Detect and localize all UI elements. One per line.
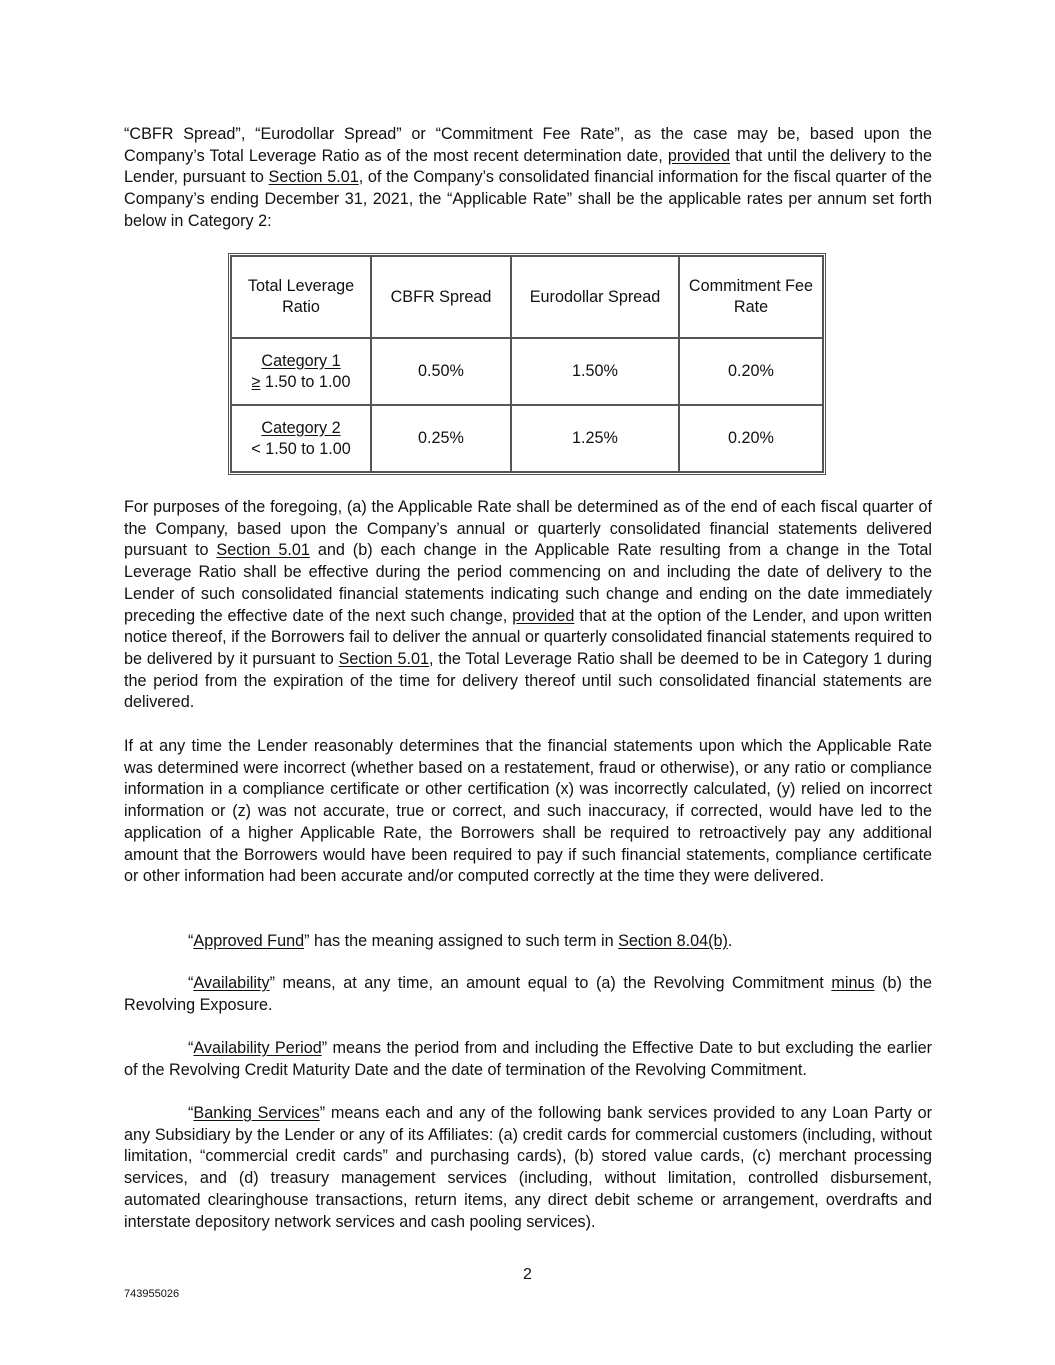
fee-cell: 0.20% [679,338,823,405]
definition-approved-fund [124,931,932,953]
fee-cell: 0.20% [679,405,823,472]
text: ” means each and any of the following bank services provided to any Loan Party or any Subsidiary by the Lender or any of its Affiliates: (a) credit cards for commercial customers (including, without limitation, “commercial credit cards” and purchasing cards), (b) stored value cards, (c) merchant processing services, and (d) treasury management services (including, without limitation, controlled disbursement, automated clearinghouse transactions, return items, any direct debit scheme or arrangement, overdrafts and interstate depository network services and cash pooling services). [124,1104,932,1231]
text: ” means, at any time, an amount equal to (a) the Revolving Commitment [269,974,832,992]
text: that until the delivery to the Lender, pursuant to [124,146,932,187]
applicable-rate-table [228,253,826,475]
paragraph-incorrect-statements: If at any time the Lender reasonably determines that the financial statements upon which the Applicable Rate was determined were incorrect (whether based on a restatement, fraud or otherwise), or any ratio or compliance information in a compliance certificate or other certification (x) was incorrectly calculated, (y) relied on incorrect information or (z) was not accurate, true or correct, and such inaccuracy, if corrected, would have led to the application of a higher Applicable Rate, the Borrowers shall be required to retroactively pay any additional amount that the Borrowers would have been required to pay if such financial statements, compliance certificate or other information had been accurate and/or computed correctly at the time they were delivered. [124,737,932,886]
section-reference: Section 8.04(b) [618,932,728,950]
eurodollar-cell: 1.25% [511,405,679,472]
column-header: Total Leverage Ratio [231,256,371,338]
category-label: Category 2 [261,418,341,437]
section-reference: Section 5.01 [268,168,359,187]
text: ” means the period from and including the Effective Date to but excluding the earlier of the Revolving Credit Maturity Date and the date of termination of the Revolving Commitment. [124,1039,932,1079]
text: (b) the Revolving Exposure. [124,974,932,1014]
defined-term-provided: provided [512,606,575,625]
text: ” has the meaning assigned to such term in [304,932,619,950]
column-header: Commitment Fee Rate [679,256,823,338]
defined-term: Availability Period [193,1039,322,1057]
column-header: Eurodollar Spread [511,256,679,338]
text: “ [188,1039,194,1057]
text: and (b) each change in the Applicable Rate resulting from a change in the Total Leverage Ratio shall be effective during the period commencing on and including the date of delivery to the Lender of such consolidated financial statements indicating such change and ending on the date immediately preceding the effective date of the next such change, [124,541,933,625]
text: . [727,932,733,950]
definition-availability-period [124,1038,932,1081]
text: For purposes of the foregoing, (a) the Applicable Rate shall be determined as of the end of each fiscal quarter of the Company, based upon the Company’s annual or quarterly consolidated financial statements delivered pursuant to [124,498,932,560]
text: that at the option of the Lender, and upon written notice thereof, if the Borrowers fail to deliver the annual or quarterly consolidated financial statements required to be delivered by it pursuant to [124,606,932,668]
table-row [231,338,823,405]
page-number: 2 [523,1266,532,1283]
ratio-cell [231,338,371,405]
defined-term-provided: provided [667,146,731,165]
text: “ [188,932,194,950]
cbfr-cell: 0.50% [371,338,511,405]
section-reference: Section 5.01 [216,541,310,560]
table-header-row [231,256,823,338]
paragraph-rate-determination [124,497,932,714]
document-id: 743955026 [124,1288,180,1300]
defined-term: Banking Services [193,1104,320,1122]
operator: < [251,439,261,458]
ratio-cell [231,405,371,472]
cbfr-cell: 0.25% [371,405,511,472]
ratio-value: 1.50 to 1.00 [260,372,351,391]
text: , of the Company’s consolidated financial information for the fiscal quarter of the Company’s ending December 31, 2021, the “Applicable Rate” shall be the applicable rates per annum set forth below in Category 2: [124,168,933,230]
section-reference: Section 5.01 [338,649,429,668]
emphasis-minus: minus [831,974,875,992]
column-header: CBFR Spread [371,256,511,338]
operator: ≥ [251,372,261,391]
paragraph-applicable-rate-intro [124,124,932,233]
text: “ [188,974,194,992]
defined-term: Approved Fund [193,932,305,950]
text: , the Total Leverage Ratio shall be deemed to be in Category 1 during the period from the expiration of the time for delivery thereof until such consolidated financial statements are delivered. [124,649,933,712]
defined-term: Availability [193,974,270,992]
text: “ [188,1104,194,1122]
definition-banking-services [124,1103,932,1233]
definition-availability [124,973,932,1016]
ratio-value: 1.50 to 1.00 [260,439,351,458]
text: “CBFR Spread”, “Eurodollar Spread” or “Commitment Fee Rate”, as the case may be, based upon the Company’s Total Leverage Ratio as of the most recent determination date, [124,125,932,165]
category-label: Category 1 [261,351,341,370]
table-row [231,405,823,472]
eurodollar-cell: 1.50% [511,338,679,405]
